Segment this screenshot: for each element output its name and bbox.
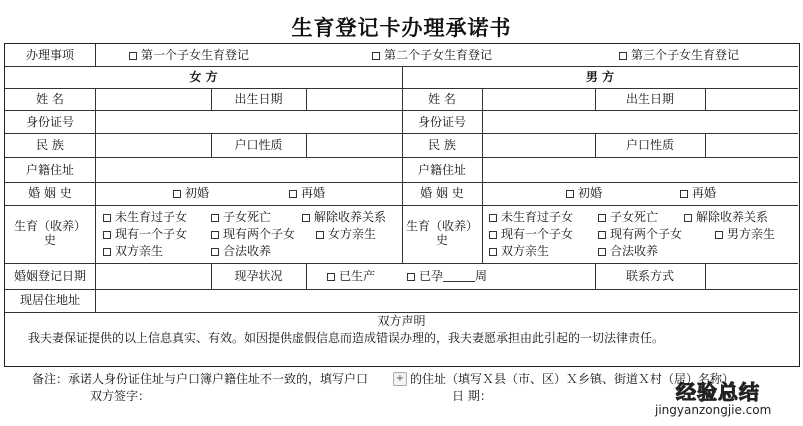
sign-label: 双方签字： (90, 389, 151, 403)
male-childbirth-label: 生育（收养） 史 (405, 219, 478, 247)
checkbox-icon[interactable] (715, 231, 723, 239)
male-cb-opt-6[interactable]: 男方亲生 (715, 227, 775, 241)
male-name-label: 姓 名 (428, 92, 456, 106)
female-cb-opt-7[interactable]: 双方亲生 (103, 244, 163, 258)
checkbox-icon[interactable] (103, 248, 111, 256)
female-cb-opt-8[interactable]: 合法收养 (211, 244, 271, 258)
male-ethnic-label: 民 族 (428, 138, 456, 152)
checkbox-icon[interactable] (598, 231, 606, 239)
male-cb-opt-7[interactable]: 双方亲生 (489, 244, 549, 258)
male-hukou-type-label: 户口性质 (625, 138, 674, 152)
male-marriage-label: 婚 姻 史 (420, 186, 464, 200)
checkbox-icon[interactable] (566, 190, 574, 198)
female-cb-opt-5[interactable]: 现有两个子女 (211, 227, 295, 241)
female-marriage-label: 婚 姻 史 (28, 186, 72, 200)
male-cb-opt-1[interactable]: 未生育过子女 (489, 210, 573, 224)
marriage-date-label: 婚姻登记日期 (13, 269, 86, 283)
page-title: 生育登记卡办理承诺书 (291, 15, 512, 40)
footer-note-a: 备注：承诺人身份证住址与户口簿户籍住址不一致的，填写户口 (32, 372, 369, 386)
checkbox-icon[interactable] (372, 52, 380, 60)
checkbox-icon[interactable] (680, 190, 688, 198)
checkbox-icon[interactable] (489, 248, 497, 256)
pregnancy-born-option[interactable]: 已生产 (327, 269, 375, 283)
female-ethnic-label: 民 族 (36, 138, 64, 152)
commitment-form (4, 43, 800, 367)
checkbox-icon[interactable] (289, 190, 297, 198)
checkbox-icon[interactable] (211, 231, 219, 239)
checkbox-icon[interactable] (619, 52, 627, 60)
checkbox-icon[interactable] (211, 248, 219, 256)
checkbox-icon[interactable] (489, 214, 497, 222)
checkbox-icon[interactable] (489, 231, 497, 239)
male-cb-opt-5[interactable]: 现有两个子女 (598, 227, 682, 241)
watermark-url: jingyanzongjie.com (655, 403, 772, 417)
male-cb-opt-4[interactable]: 现有一个子女 (489, 227, 573, 241)
checkbox-icon[interactable] (684, 214, 692, 222)
residence-label: 现居住地址 (19, 293, 80, 307)
male-header: 男 方 (585, 70, 615, 84)
male-cb-opt-2[interactable]: 子女死亡 (598, 210, 658, 224)
item-option-second[interactable]: 第二个子女生育登记 (372, 48, 492, 62)
female-hukou-type-label: 户口性质 (234, 138, 283, 152)
male-cb-opt-3[interactable]: 解除收养关系 (684, 210, 768, 224)
female-cb-opt-2[interactable]: 子女死亡 (211, 210, 271, 224)
female-childbirth-label: 生育（收养） 史 (13, 219, 86, 247)
checkbox-icon[interactable] (173, 190, 181, 198)
male-hukou-addr-label: 户籍住址 (417, 163, 466, 177)
checkbox-icon[interactable] (129, 52, 137, 60)
female-name-label: 姓 名 (36, 92, 64, 106)
female-marriage-first[interactable]: 初婚 (173, 186, 209, 200)
male-id-label: 身份证号 (417, 115, 466, 129)
female-cb-opt-6[interactable]: 女方亲生 (316, 227, 376, 241)
declaration-title: 双方声明 (377, 314, 426, 328)
female-hukou-addr-label: 户籍住址 (25, 163, 74, 177)
checkbox-icon[interactable] (103, 231, 111, 239)
date-label: 日 期： (452, 389, 492, 403)
female-birth-label: 出生日期 (234, 92, 283, 106)
contact-label: 联系方式 (625, 269, 674, 283)
female-cb-opt-3[interactable]: 解除收养关系 (302, 210, 386, 224)
declaration-text: 我夫妻保证提供的以上信息真实、有效。如因提供虚假信息而造成错误办理的，我夫妻愿承担由此引起的一切法律责任。 (28, 331, 665, 345)
pregnancy-label: 现孕状况 (234, 269, 283, 283)
checkbox-icon[interactable] (316, 231, 324, 239)
footer-note-b: 的住址（填写Ｘ县（市、区）Ｘ乡镇、街道Ｘ村（居）名称） (410, 372, 735, 386)
add-icon[interactable]: + (393, 372, 407, 386)
female-header: 女 方 (189, 70, 218, 84)
checkbox-icon[interactable] (407, 273, 415, 281)
male-birth-label: 出生日期 (625, 92, 674, 106)
weeks-blank[interactable] (443, 270, 475, 282)
female-id-label: 身份证号 (25, 115, 74, 129)
female-marriage-remarried[interactable]: 再婚 (289, 186, 325, 200)
male-marriage-remarried[interactable]: 再婚 (680, 186, 716, 200)
item-option-first[interactable]: 第一个子女生育登记 (129, 48, 249, 62)
checkbox-icon[interactable] (598, 248, 606, 256)
item-option-third[interactable]: 第三个子女生育登记 (619, 48, 739, 62)
pregnancy-pregnant-option[interactable]: 已孕 周 (407, 269, 487, 283)
male-cb-opt-8[interactable]: 合法收养 (598, 244, 658, 258)
checkbox-icon[interactable] (211, 214, 219, 222)
checkbox-icon[interactable] (103, 214, 111, 222)
checkbox-icon[interactable] (327, 273, 335, 281)
female-cb-opt-4[interactable]: 现有一个子女 (103, 227, 187, 241)
watermark-brand: 经验总结 (676, 380, 760, 404)
female-cb-opt-1[interactable]: 未生育过子女 (103, 210, 187, 224)
male-marriage-first[interactable]: 初婚 (566, 186, 602, 200)
checkbox-icon[interactable] (302, 214, 310, 222)
items-label: 办理事项 (25, 48, 74, 62)
checkbox-icon[interactable] (598, 214, 606, 222)
